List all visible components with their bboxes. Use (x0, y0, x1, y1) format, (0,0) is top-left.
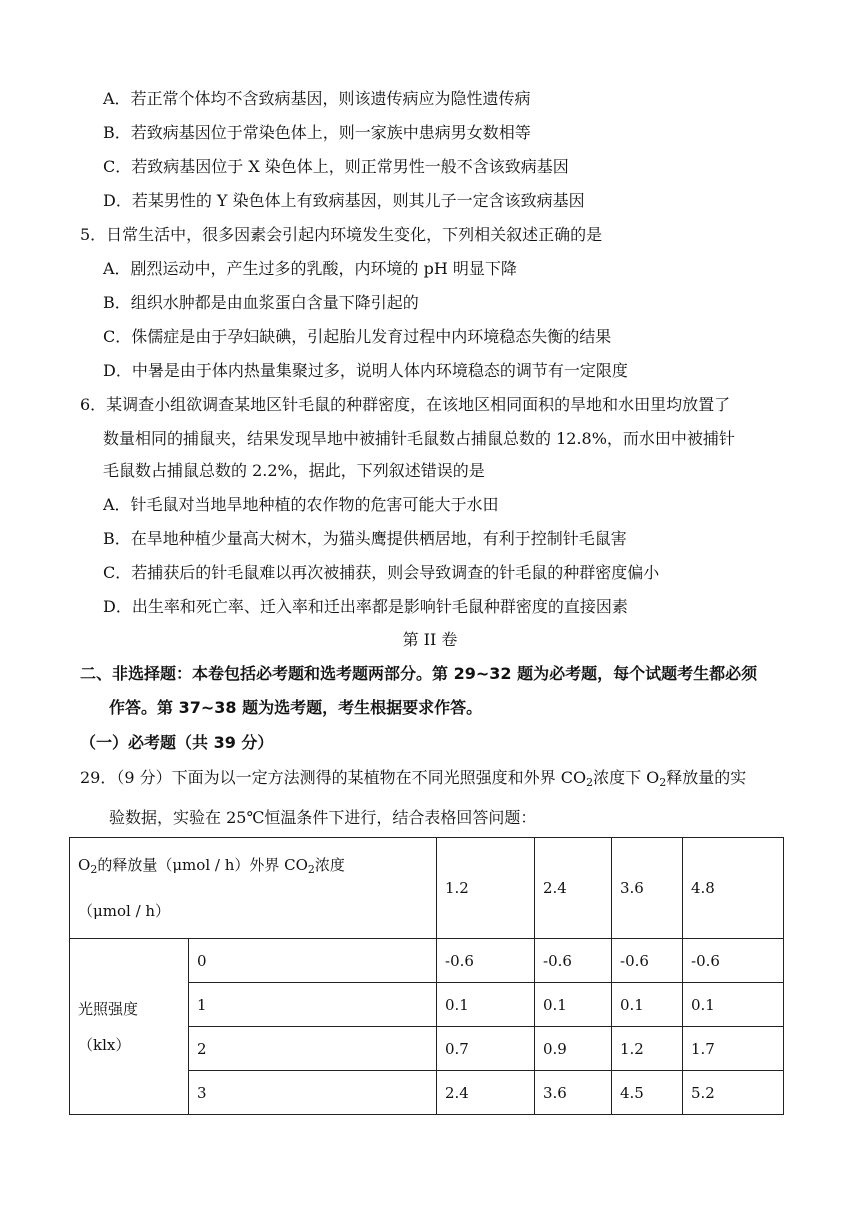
table-cell: -0.6 (683, 939, 784, 983)
table-cell: 1.7 (683, 1027, 784, 1071)
q6-option-b: B．在旱地种植少量高大树木，为猫头鹰提供栖居地，有利于控制针毛鼠害 (103, 529, 627, 548)
table-cell: 0.1 (683, 983, 784, 1027)
q4-option-c: C．若致病基因位于 X 染色体上，则正常男性一般不含该致病基因 (103, 157, 569, 176)
light-intensity-header: 光照强度 （klx） (70, 939, 189, 1115)
q4-option-a: A．若正常个体均不含致病基因，则该遗传病应为隐性遗传病 (103, 89, 531, 108)
q6-stem-line-3: 毛鼠数占捕鼠总数的 2.2%，据此，下列叙述错误的是 (103, 461, 485, 480)
q6-stem-line-2: 数量相同的捕鼠夹，结果发现旱地中被捕针毛鼠数占捕鼠总数的 12.8%，而水田中被捕针 (103, 429, 735, 448)
q5-option-d: D．中暑是由于体内热量集聚过多，说明人体内环境稳态的调节有一定限度 (103, 361, 628, 380)
light-level: 3 (189, 1071, 437, 1115)
q5-stem: 5．日常生活中，很多因素会引起内环境发生变化，下列相关叙述正确的是 (80, 225, 603, 244)
part2-title: 第 II 卷 (402, 630, 458, 649)
q4-option-d: D．若某男性的 Y 染色体上有致病基因，则其儿子一定含该致病基因 (103, 191, 585, 210)
q6-option-c: C．若捕获后的针毛鼠难以再次被捕获，则会导致调查的针毛鼠的种群密度偏小 (103, 563, 660, 582)
section2-line-2: 作答。第 37~38 题为选考题，考生根据要求作答。 (109, 698, 483, 717)
q4-option-b: B．若致病基因位于常染色体上，则一家族中患病男女数相等 (103, 123, 531, 142)
table-cell: 0.9 (535, 1027, 612, 1071)
q6-option-d: D．出生率和死亡率、迁入率和迁出率都是影响针毛鼠种群密度的直接因素 (103, 597, 628, 616)
section2-line-1: 二、非选择题：本卷包括必考题和选考题两部分。第 29~32 题为必考题，每个试题考生都必须 (80, 664, 758, 683)
light-level: 1 (189, 983, 437, 1027)
table-header-row (70, 838, 784, 939)
table-cell: 0.7 (437, 1027, 535, 1071)
table-corner-header: $O_2$的释放量（μmol / h）外界 $CO_2$浓度 （μmol / h） (70, 838, 437, 939)
table-cell: 0.1 (612, 983, 683, 1027)
table-cell: -0.6 (535, 939, 612, 983)
table-cell: 3.6 (535, 1071, 612, 1115)
table-cell: 5.2 (683, 1071, 784, 1115)
co2-level-header: 4.8 (683, 838, 784, 939)
q29-stem-line-1: 29．（9 分）下面为以一定方法测得的某植物在不同光照强度和外界 $CO_2$浓度下 $O_2$释放量的实 (80, 768, 747, 789)
table-cell: -0.6 (612, 939, 683, 983)
o2-release-table (69, 837, 784, 1115)
q29-stem-line-2: 验数据，实验在 25℃恒温条件下进行，结合表格回答问题： (109, 808, 537, 827)
q5-option-b: B．组织水肿都是由血浆蛋白含量下降引起的 (103, 293, 419, 312)
co2-level-header: 3.6 (612, 838, 683, 939)
q6-option-a: A．针毛鼠对当地旱地种植的农作物的危害可能大于水田 (103, 495, 499, 514)
table-cell: 1.2 (612, 1027, 683, 1071)
table-row (70, 939, 784, 983)
table-cell: -0.6 (437, 939, 535, 983)
light-level: 0 (189, 939, 437, 983)
light-level: 2 (189, 1027, 437, 1071)
table-cell: 0.1 (437, 983, 535, 1027)
co2-level-header: 2.4 (535, 838, 612, 939)
subsection-required: （一）必考题（共 39 分） (80, 733, 274, 752)
q5-option-c: C．侏儒症是由于孕妇缺碘，引起胎儿发育过程中内环境稳态失衡的结果 (103, 327, 612, 346)
table-cell: 2.4 (437, 1071, 535, 1115)
q6-stem-line-1: 6．某调查小组欲调查某地区针毛鼠的种群密度，在该地区相同面积的旱地和水田里均放置了 (80, 395, 731, 414)
co2-level-header: 1.2 (437, 838, 535, 939)
table-cell: 0.1 (535, 983, 612, 1027)
table-cell: 4.5 (612, 1071, 683, 1115)
q5-option-a: A．剧烈运动中，产生过多的乳酸，内环境的 pH 明显下降 (103, 259, 517, 278)
